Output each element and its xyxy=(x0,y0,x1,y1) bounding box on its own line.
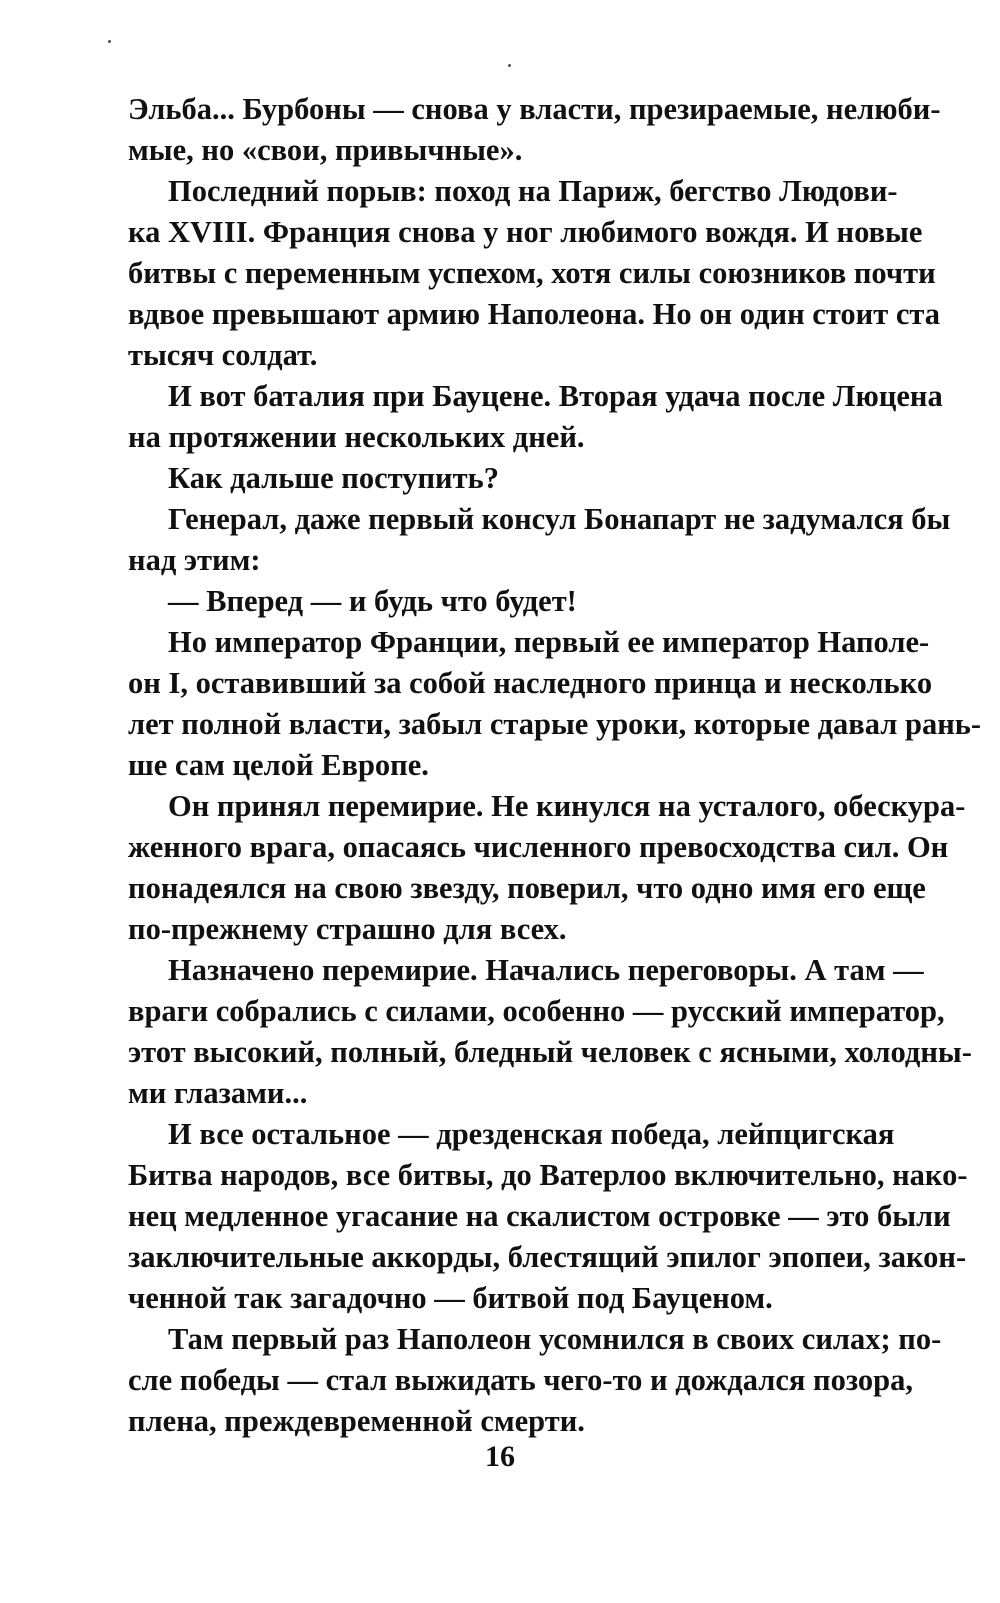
text-line: Но император Франции, первый ее император Наполе- xyxy=(168,625,930,659)
text-line: Битва народов, все битвы, до Ватерлоо включительно, нако- xyxy=(128,1158,968,1192)
text-line: сле победы — стал выжидать чего-то и дождался позора, xyxy=(128,1363,913,1397)
text-line: Генерал, даже первый консул Бонапарт не задумался бы xyxy=(168,502,951,536)
text-line: Последний порыв: поход на Париж, бегство Людови- xyxy=(168,174,898,208)
text-line: Назначено перемирие. Начались переговоры. А там — xyxy=(168,953,924,987)
text-line: И вот баталия при Бауцене. Вторая удача после Люцена xyxy=(168,379,943,413)
text-line: мые, но «свои, привычные». xyxy=(128,133,523,167)
text-line: плена, преждевременной смерти. xyxy=(128,1404,585,1438)
page-number: 16 xyxy=(485,1440,515,1473)
text-line: заключительные аккорды, блестящий эпилог эпопеи, закон- xyxy=(128,1240,967,1274)
text-line: враги собрались с силами, особенно — русский император, xyxy=(128,994,945,1028)
text-line: ми глазами... xyxy=(128,1076,308,1110)
text-line: Он принял перемирие. Не кинулся на усталого, обескура- xyxy=(168,789,966,823)
text-line: вдвое превышают армию Наполеона. Но он один стоит ста xyxy=(128,297,940,331)
scan-speck xyxy=(108,40,111,43)
text-line: ка XVIII. Франция снова у ног любимого вождя. И новые xyxy=(128,215,923,249)
text-line: на протяжении нескольких дней. xyxy=(128,420,585,454)
text-line: битвы с переменным успехом, хотя силы союзников почти xyxy=(128,256,936,290)
text-line: — Вперед — и будь что будет! xyxy=(168,584,577,618)
text-line: женного врага, опасаясь численного превосходства сил. Он xyxy=(128,830,949,864)
text-line: тысяч солдат. xyxy=(128,338,318,372)
text-line: И все остальное — дрезденская победа, лейпцигская xyxy=(168,1117,895,1151)
text-line: он I, оставивший за собой наследного принца и несколько xyxy=(128,666,933,700)
text-line: по-прежнему страшно для всех. xyxy=(128,912,567,946)
text-line: над этим: xyxy=(128,543,261,577)
text-line: Как дальше поступить? xyxy=(168,461,499,495)
text-line: Эльба... Бурбоны — снова у власти, презираемые, нелюби- xyxy=(128,92,941,126)
text-line: этот высокий, полный, бледный человек с ясными, холодны- xyxy=(128,1035,972,1069)
text-line: нец медленное угасание на скалистом островке — это были xyxy=(128,1199,951,1233)
scan-speck xyxy=(508,64,511,67)
text-line: понадеялся на свою звезду, поверил, что одно имя его еще xyxy=(128,871,926,905)
text-line: ше сам целой Европе. xyxy=(128,748,429,782)
text-line: ченной так загадочно — битвой под Бауценом. xyxy=(128,1281,773,1315)
text-line: лет полной власти, забыл старые уроки, которые давал рань- xyxy=(128,707,982,741)
text-line: Там первый раз Наполеон усомнился в своих силах; по- xyxy=(168,1322,942,1356)
